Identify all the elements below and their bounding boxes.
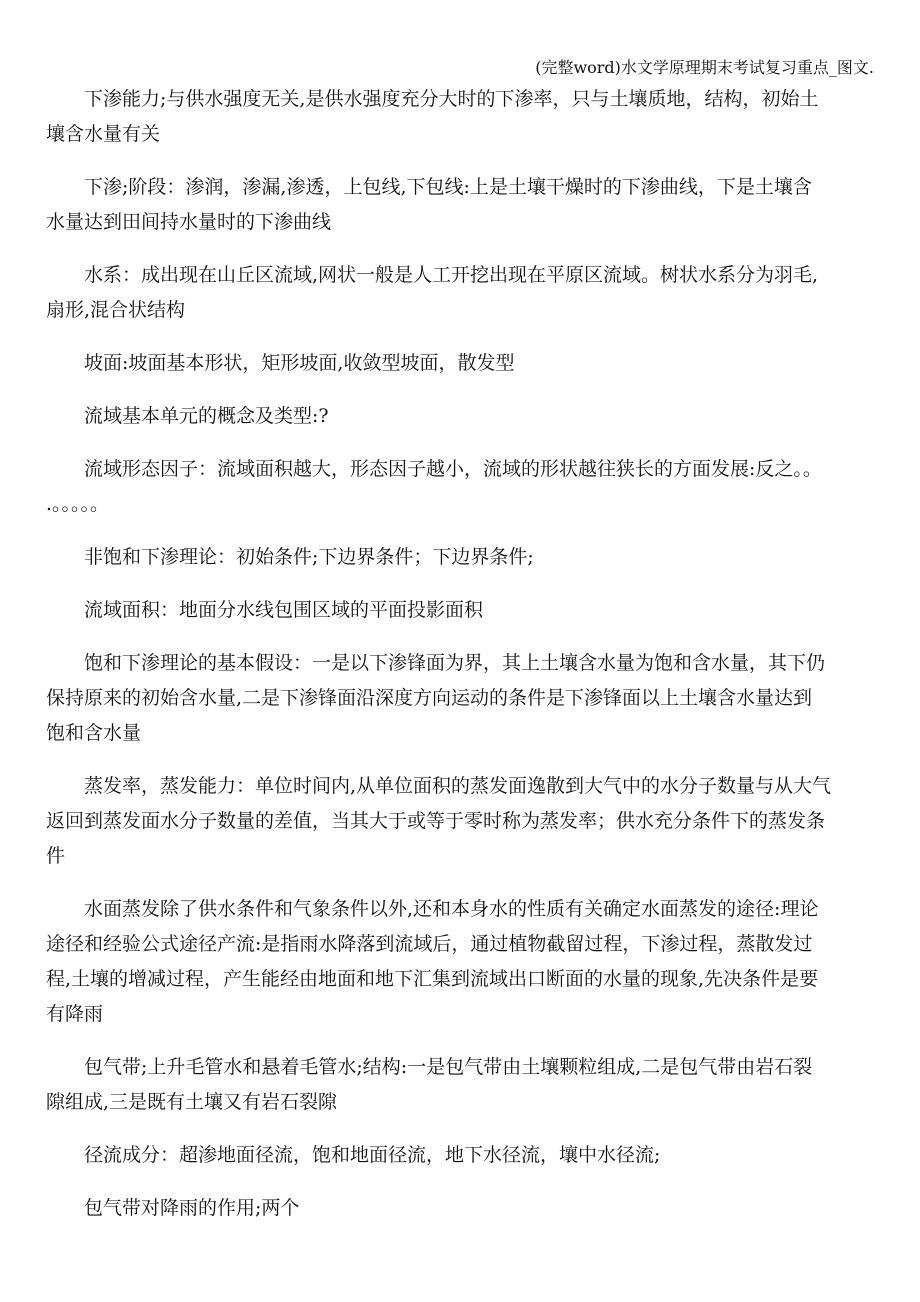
paragraph-line: 有降雨 xyxy=(46,1003,104,1025)
paragraph-line: 扇形,混合状结构 xyxy=(46,299,186,321)
paragraph-line: 流域基本单元的概念及类型:? xyxy=(84,405,329,427)
watermark: www.zixin.com.cn xyxy=(530,593,815,634)
paragraph-line: 流域面积：地面分水线包围区域的平面投影面积 xyxy=(84,599,484,621)
paragraph xyxy=(46,1191,876,1226)
paragraph-line: 饱和含水量 xyxy=(46,722,142,744)
paragraph-line: 件 xyxy=(46,845,66,867)
document-body xyxy=(46,82,876,1244)
paragraph-line: 隙组成,三是既有土壤又有岩石裂隙 xyxy=(46,1091,338,1113)
paragraph-line: 水系：成出现在山丘区流域,网状一般是人工开挖出现在平原区流域。树状水系分为羽毛, xyxy=(84,264,819,286)
paragraph-line: 保持原来的初始含水量,二是下渗锋面沿深度方向运动的条件是下渗锋面以上土壤含水量达到 xyxy=(46,687,813,709)
paragraph xyxy=(46,399,876,434)
paragraph xyxy=(46,452,876,522)
paragraph-line: 水量达到田间持水量时的下渗曲线 xyxy=(46,211,332,233)
paragraph-line: 途径和经验公式途径产流:是指雨水降落到流域后，通过植物截留过程，下渗过程，蒸散发过 xyxy=(46,933,813,955)
paragraph xyxy=(46,1050,876,1120)
paragraph xyxy=(46,170,876,240)
paragraph-line: 包气带;上升毛管水和悬着毛管水;结构:一是包气带由土壤颗粒组成,二是包气带由岩石裂 xyxy=(84,1056,813,1078)
paragraph-line: 饱和下渗理论的基本假设：一是以下渗锋面为界，其上土壤含水量为饱和含水量，其下仍 xyxy=(84,652,826,674)
paragraph-line: 流域形态因子：流域面积越大，形态因子越小，流域的形状越往狭长的方面发展:反之。。 xyxy=(84,458,822,480)
paragraph-line: 蒸发率，蒸发能力：单位时间内,从单位面积的蒸发面逸散到大气中的水分子数量与从大气 xyxy=(84,775,832,797)
paragraph xyxy=(46,646,876,751)
paragraph xyxy=(46,769,876,874)
paragraph-line: 非饱和下渗理论：初始条件;下边界条件；下边界条件; xyxy=(84,546,534,568)
paragraph xyxy=(46,258,876,328)
document-header-title: (完整word)水文学原理期末考试复习重点_图文. xyxy=(535,58,874,77)
paragraph-line: 下渗;阶段：渗润，渗漏,渗透，上包线,下包线:上是土壤干燥时的下渗曲线，下是土壤含 xyxy=(84,176,812,198)
paragraph xyxy=(46,82,876,152)
paragraph-line: 壤含水量有关 xyxy=(46,123,161,145)
paragraph-line: 程,土壤的增减过程，产生能经由地面和地下汇集到流域出口断面的水量的现象,先决条件是要 xyxy=(46,968,819,990)
paragraph-line: 水面蒸发除了供水条件和气象条件以外,还和本身水的性质有关确定水面蒸发的途径:理论 xyxy=(84,898,819,920)
paragraph-line: 包气带对降雨的作用;两个 xyxy=(84,1197,300,1219)
paragraph xyxy=(46,346,876,381)
paragraph-line: 返回到蒸发面水分子数量的差值，当其大于或等于零时称为蒸发率；供水充分条件下的蒸发条 xyxy=(46,810,826,832)
paragraph-line: 坡面:坡面基本形状，矩形坡面,收敛型坡面，散发型 xyxy=(84,352,515,374)
paragraph-line: .。。。。。 xyxy=(46,493,110,515)
paragraph xyxy=(46,593,876,628)
paragraph xyxy=(46,540,876,575)
paragraph-line: 下渗能力;与供水强度无关,是供水强度充分大时的下渗率，只与土壤质地，结构，初始土 xyxy=(84,88,819,110)
paragraph-line: 径流成分：超渗地面径流，饱和地面径流，地下水径流，壤中水径流; xyxy=(84,1144,661,1166)
paragraph xyxy=(46,1138,876,1173)
paragraph xyxy=(46,892,876,1032)
